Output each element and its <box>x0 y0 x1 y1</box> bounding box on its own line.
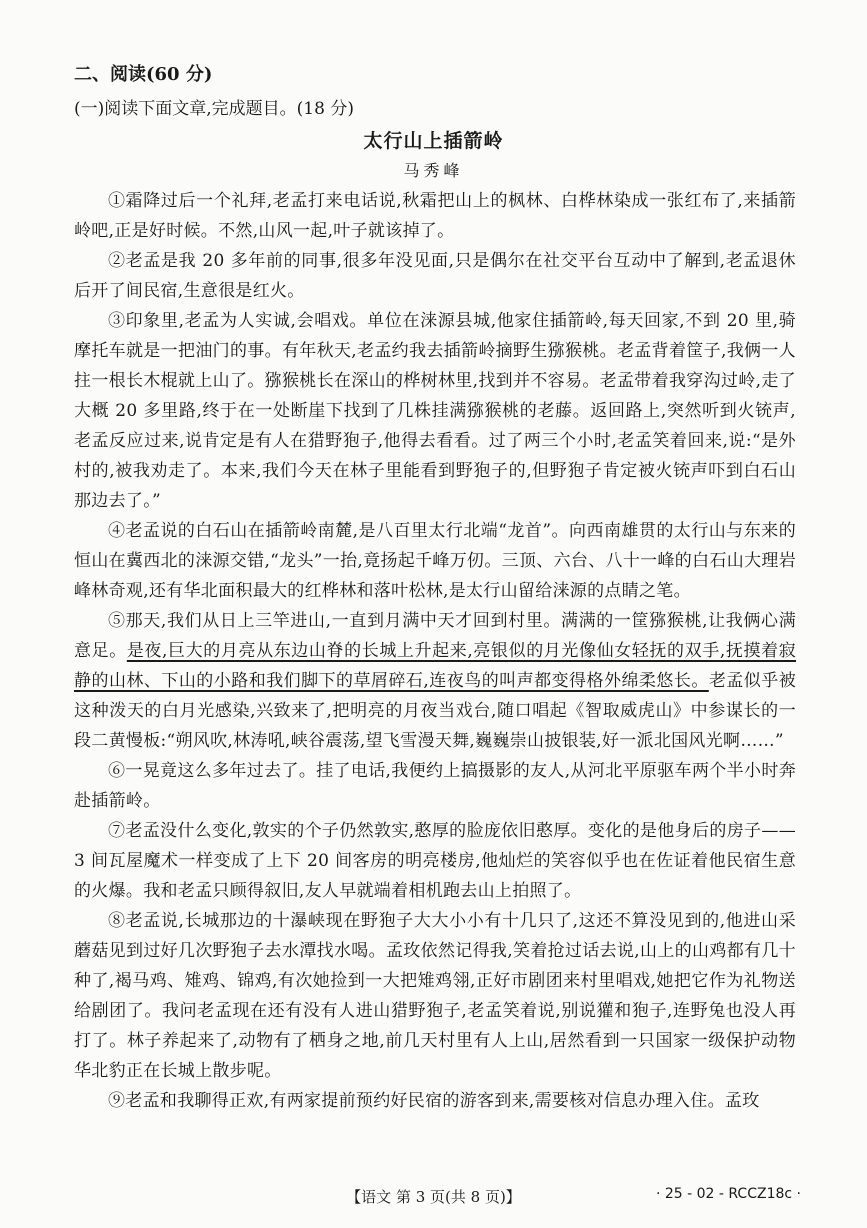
reading-instruction: (一)阅读下面文章,完成题目。(18 分) <box>74 99 354 119</box>
page-number: 【语文 第 3 页(共 8 页)】 <box>346 1188 521 1206</box>
underlined-sentence: 是夜,巨大的月亮从东边山脊的长城上升起来,亮银似的月光像仙女轻抚的双手,抚摸着寂静的山林、下山的小路和我们脚下的草屑碎石,连夜鸟的叫声都变得格外绵柔悠长。 <box>74 641 796 691</box>
paragraph-7: ⑦老孟没什么变化,敦实的个子仍然敦实,憨厚的脸庞依旧憨厚。变化的是他身后的房子——3 间瓦屋魔术一样变成了上下 20 间客房的明亮楼房,他灿烂的笑容似乎也在佐证着他民宿生意的火爆。我和老孟只顾得叙旧,友人早就端着相机跑去山上拍照了。 <box>74 821 796 901</box>
paragraph-4: ④老孟说的白石山在插箭岭南麓,是八百里太行北端“龙首”。向西南雄贯的太行山与东来的恒山在冀西北的涞源交错,“龙头”一抬,竟扬起千峰万仞。三顶、六台、八十一峰的白石山大理岩峰林奇观,还有华北面积最大的红桦林和落叶松林,是太行山留给涞源的点睛之笔。 <box>74 521 796 601</box>
article-body <box>74 186 796 1116</box>
article-author: 马秀峰 <box>403 161 464 180</box>
paragraph-3: ③印象里,老孟为人实诚,会唱戏。单位在涞源县城,他家住插箭岭,每天回家,不到 20 里,骑摩托车就是一把油门的事。有年秋天,老孟约我去插箭岭摘野生猕猴桃。老孟背着筐子,我俩一人拄一根长木棍就上山了。猕猴桃长在深山的桦树林里,找到并不容易。老孟带着我穿沟过岭,走了大概 20 多里路,终于在一处断崖下找到了几株挂满猕猴桃的老藤。返回路上,突然听到火铳声,老孟反应过来,说肯定是有人在猎野狍子,他得去看看。过了两三个小时,老孟笑着回来,说:“是外村的,被我劝走了。本来,我们今天在林子里能看到野狍子的,但野狍子肯定被火铳声吓到白石山那边去了。” <box>74 311 796 511</box>
exam-code: · 25 - 02 - RCCZ18c · <box>655 1186 801 1202</box>
section-title: 二、阅读(60 分) <box>74 64 213 85</box>
page-footer <box>0 1182 867 1212</box>
paragraph-9: ⑨老孟和我聊得正欢,有两家提前预约好民宿的游客到来,需要核对信息办理入住。孟玫 <box>108 1091 760 1111</box>
paragraph-8: ⑧老孟说,长城那边的十瀑峡现在野狍子大大小小有十几只了,这还不算没见到的,他进山采蘑菇见到过好几次野狍子去水潭找水喝。孟玫依然记得我,笑着抢过话去说,山上的山鸡都有几十种了,褐马鸡、雉鸡、锦鸡,有次她捡到一大把雉鸡翎,正好市剧团来村里唱戏,她把它作为礼物送给剧团了。我问老孟现在还有没有人进山猎野狍子,老孟笑着说,别说獾和狍子,连野兔也没人再打了。林子养起来了,动物有了栖身之地,前几天村里有人上山,居然看到一只国家一级保护动物华北豹正在长城上散步呢。 <box>74 911 796 1081</box>
paragraph-2: ②老孟是我 20 多年前的同事,很多年没见面,只是偶尔在社交平台互动中了解到,老孟退休后开了间民宿,生意很是红火。 <box>74 251 796 301</box>
article-title: 太行山上插箭岭 <box>363 130 504 152</box>
paragraph-1: ①霜降过后一个礼拜,老孟打来电话说,秋霜把山上的枫林、白桦林染成一张红布了,来插箭岭吧,正是好时候。不然,山风一起,叶子就该掉了。 <box>74 191 796 241</box>
paragraph-6: ⑥一晃竟这么多年过去了。挂了电话,我便约上搞摄影的友人,从河北平原驱车两个半小时奔赴插箭岭。 <box>74 761 796 811</box>
paragraph-5: ⑤那天,我们从日上三竿进山,一直到月满中天才回到村里。满满的一筐猕猴桃,让我俩心满意足。是夜,巨大的月亮从东边山脊的长城上升起来,亮银似的月光像仙女轻抚的双手,抚摸着寂静的山林、下山的小路和我们脚下的草屑碎石,连夜鸟的叫声都变得格外绵柔悠长。老孟似乎被这种泼天的白月光感染,兴致来了,把明亮的月夜当戏台,随口唱起《智取威虎山》中参谋长的一段二黄慢板:“朔风吹,林涛吼,峡谷震荡,望飞雪漫天舞,巍巍崇山披银装,好一派北国风光啊……” <box>74 611 796 751</box>
